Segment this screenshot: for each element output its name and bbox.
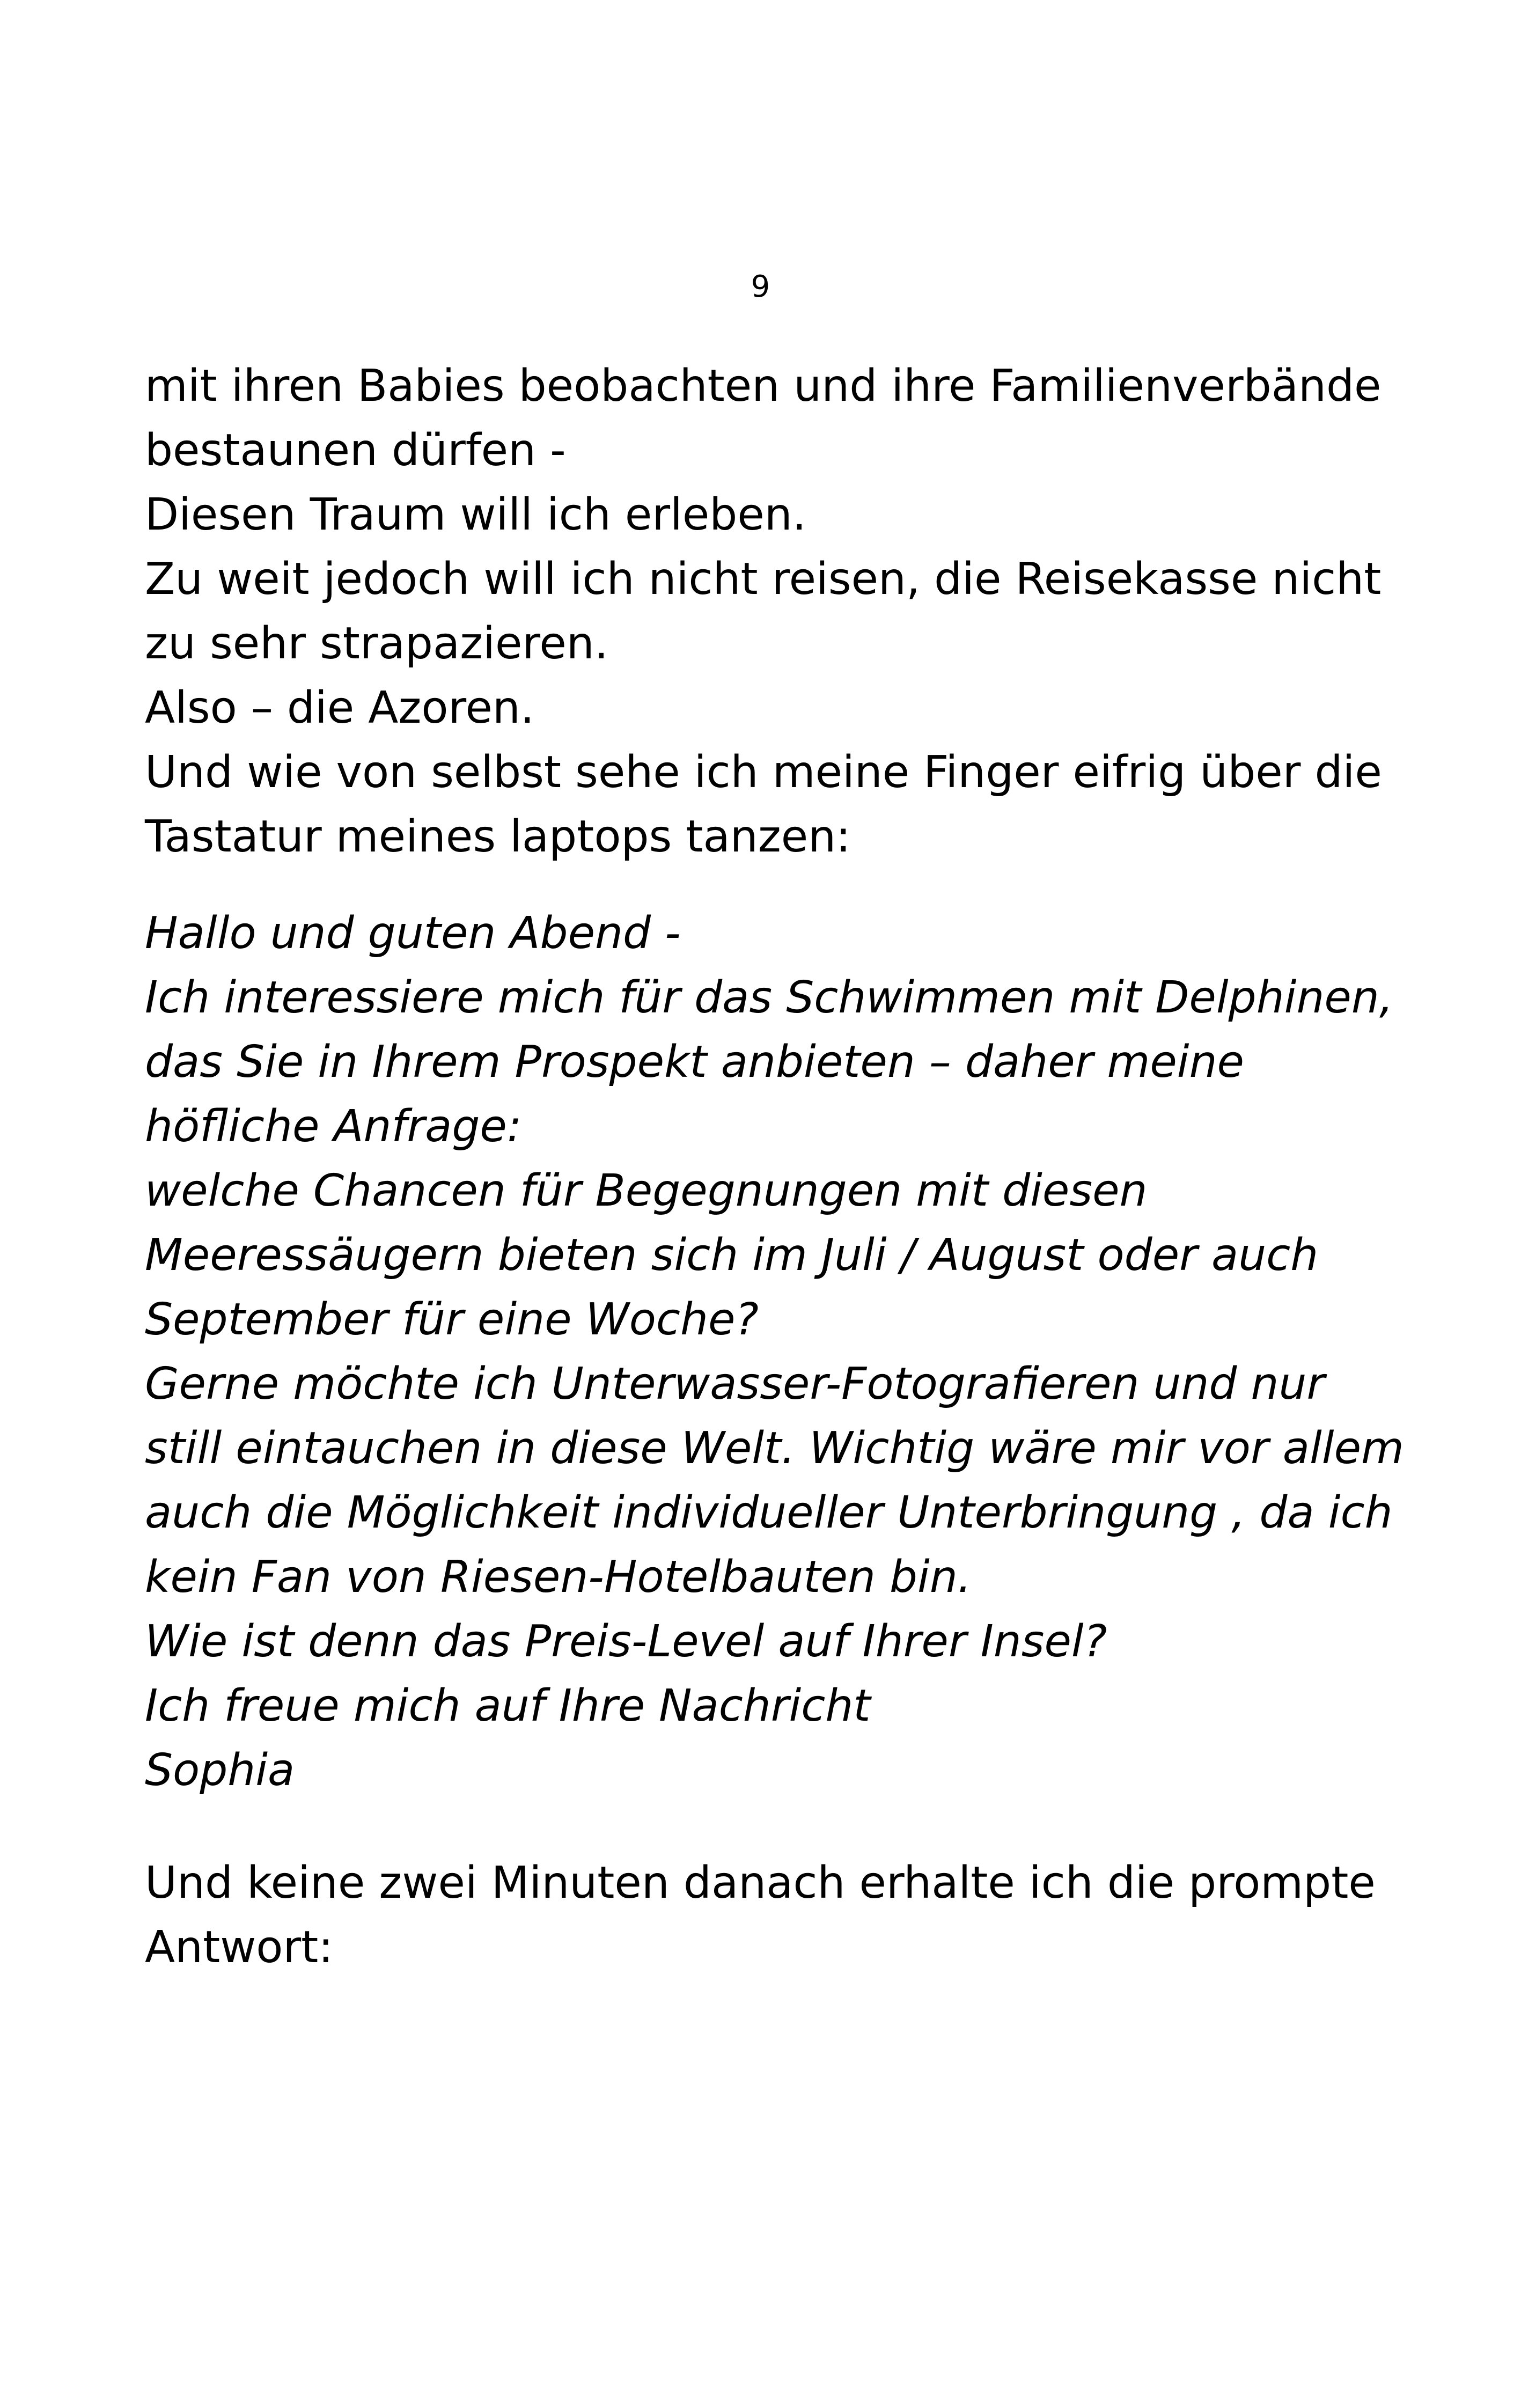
letter-text [145, 901, 1432, 1803]
text-line: Gerne möchte ich Unterwasser-Fotografieren und nur [145, 1359, 1325, 1409]
text-line: Ich freue mich auf Ihre Nachricht [145, 1680, 871, 1731]
text-line: still eintauchen in diese Welt. Wichtig wäre mir vor allem [145, 1423, 1404, 1474]
text-line: mit ihren Babies beobachten und ihre Familienverbände [145, 361, 1382, 412]
text-line: Also – die Azoren. [145, 682, 534, 733]
text-line: Diesen Traum will ich erleben. [145, 489, 806, 540]
text-line: auch die Möglichkeit individueller Unterbringung , da ich [145, 1487, 1393, 1538]
text-line: kein Fan von Riesen-Hotelbauten bin. [145, 1552, 972, 1603]
signature-text: Sophia [145, 1745, 295, 1796]
text-line: welche Chancen für Begegnungen mit diesen [145, 1165, 1148, 1216]
text-line: Hallo und guten Abend - [145, 908, 681, 959]
text-line: Und wie von selbst sehe ich meine Finger eifrig über die [145, 747, 1382, 798]
text-line: September für eine Woche? [145, 1294, 759, 1345]
text-line: Meeressäugern bieten sich im Juli / August oder auch [145, 1230, 1319, 1281]
text-line: Zu weit jedoch will ich nicht reisen, die Reisekasse nicht [145, 554, 1382, 605]
text-line: Antwort: [145, 1922, 333, 1973]
text-line: bestaunen dürfen - [145, 425, 566, 476]
text-line: zu sehr strapazieren. [145, 618, 608, 669]
closing-paragraph [145, 1851, 1432, 1980]
text-line: Tastatur meines laptops tanzen: [145, 811, 851, 862]
text-line: das Sie in Ihrem Prospekt anbieten – daher meine [145, 1037, 1244, 1088]
intro-paragraph [145, 354, 1432, 869]
text-line: Ich interessiere mich für das Schwimmen mit Delphinen, [145, 972, 1393, 1023]
page-number: 9 [751, 269, 770, 304]
text-line: Wie ist denn das Preis-Level auf Ihrer Insel? [145, 1616, 1107, 1667]
text-line: höfliche Anfrage: [145, 1101, 522, 1152]
text-line: Und keine zwei Minuten danach erhalte ich die prompte [145, 1858, 1376, 1908]
